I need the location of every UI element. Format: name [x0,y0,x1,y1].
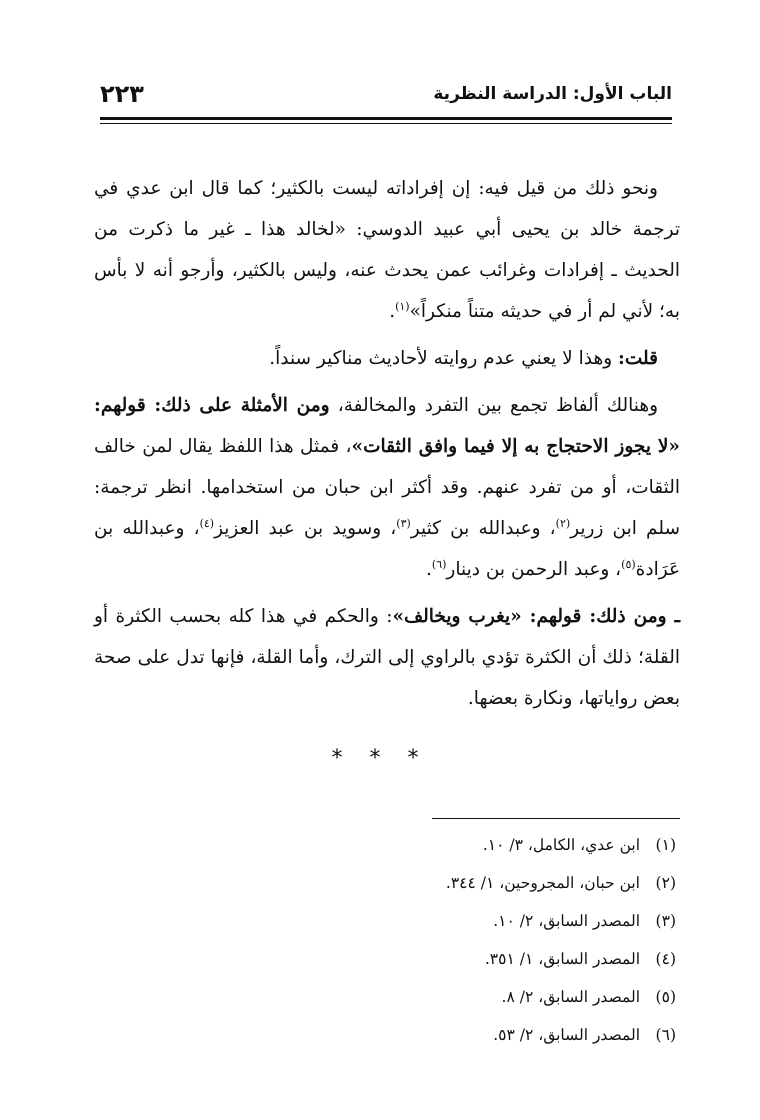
p3-bold: ومن الأمثلة على ذلك: قولهم: [94,395,330,416]
footnote-ref-1[interactable]: (١) [395,299,410,313]
footnote-item [200,978,676,1016]
footnote-text: المصدر السابق، ١/ ٣٥١. [484,950,640,968]
paragraph-3 [94,385,680,590]
body-text [94,168,680,725]
p3-t3: ، وسويد بن عبد العزيز [214,518,397,539]
footnote-item [200,864,676,902]
p3-t4: ، وعبدالله بن عَرَادة [94,518,680,580]
page-number: ٢٢٣ [100,80,144,108]
footnote-text: ابن حبان، المجروحين، ١/ ٣٤٤. [445,874,640,892]
footnote-text: المصدر السابق، ٢/ ٨. [501,988,640,1006]
footnote-text: ابن عدي، الكامل، ٣/ ١٠. [482,836,640,854]
footnote-item [200,940,676,978]
paragraph-2 [94,338,680,379]
footnote-text: المصدر السابق، ٢/ ٥٣. [493,1026,640,1044]
paragraph-4 [94,596,680,719]
paragraph-1-end: . [389,301,396,322]
qult-label: قلت: [618,348,658,369]
p3-lead: وهنالك ألفاظ تجمع بين التفرد والمخالفة، [329,395,659,416]
footnote-ref-2[interactable]: (٢) [555,516,571,530]
footnote-ref-5[interactable]: (٥) [621,557,636,571]
paragraph-1-text: ونحو ذلك من قيل فيه: إن إفراداته ليست بالكثير؛ كما قال ابن عدي في ترجمة خالد بن يحيى أبي عبيد الدوسي: «لخالد هذا ـ غير ما ذكرت من الحديث ـ إفرادات وغرائب عمن يحدث عنه، وليس بالكثير، وأرجو أنه لا بأس به؛ لأني لم أر في حديثه متناً منكراً» [94,178,680,322]
footnote-number: (٥) [655,988,676,1006]
footnote-number: (٣) [655,912,676,930]
footnote-item [200,902,676,940]
footnote-ref-6[interactable]: (٦) [431,557,447,571]
p3-t2: ، وعبدالله بن كثير [410,518,556,539]
qult-text: وهذا لا يعني عدم روايته لأحاديث مناكير سنداً. [269,348,619,369]
footnote-number: (١) [655,836,676,854]
footnote-text: المصدر السابق، ٢/ ١٠. [493,912,640,930]
footnote-number: (٤) [655,950,676,968]
footnote-ref-4[interactable]: (٤) [199,516,215,530]
p3-rest: ، فمثل هذا اللفظ يقال لمن خالف الثقات، أو من تفرد عنهم. وقد أكثر ابن حبان من استخدامها. انظر ترجمة: سلم ابن زرير [94,436,680,539]
p3-quote: «لا يجوز الاحتجاج به إلا فيما وافق الثقات» [351,436,680,457]
p3-t5: ، وعبد الرحمن بن دينار [446,559,622,580]
footnotes-list [200,826,676,1054]
footnote-item [200,1016,676,1054]
p4-rest: : والحكم في هذا كله بحسب الكثرة أو القلة؛ ذلك أن الكثرة تؤدي بالراوي إلى الترك، وأما القلة، فإنها تدل على صحة بعض رواياتها، ونكارة بعضها. [94,606,680,709]
paragraph-1 [94,168,680,332]
section-separator: * * * [331,746,429,771]
footnote-rule [432,818,680,819]
running-header [100,80,672,112]
header-rule-thick [100,117,672,120]
footnote-number: (٢) [655,874,676,892]
footnote-number: (٦) [655,1026,676,1044]
footnote-item [200,826,676,864]
header-rule-thin [100,123,672,124]
chapter-title: الباب الأول: الدراسة النظرية [433,84,672,104]
footnote-ref-3[interactable]: (٣) [396,516,411,530]
p3-t6: . [426,559,432,580]
p4-bold: ـ ومن ذلك: قولهم: «يغرب ويخالف» [392,606,680,627]
